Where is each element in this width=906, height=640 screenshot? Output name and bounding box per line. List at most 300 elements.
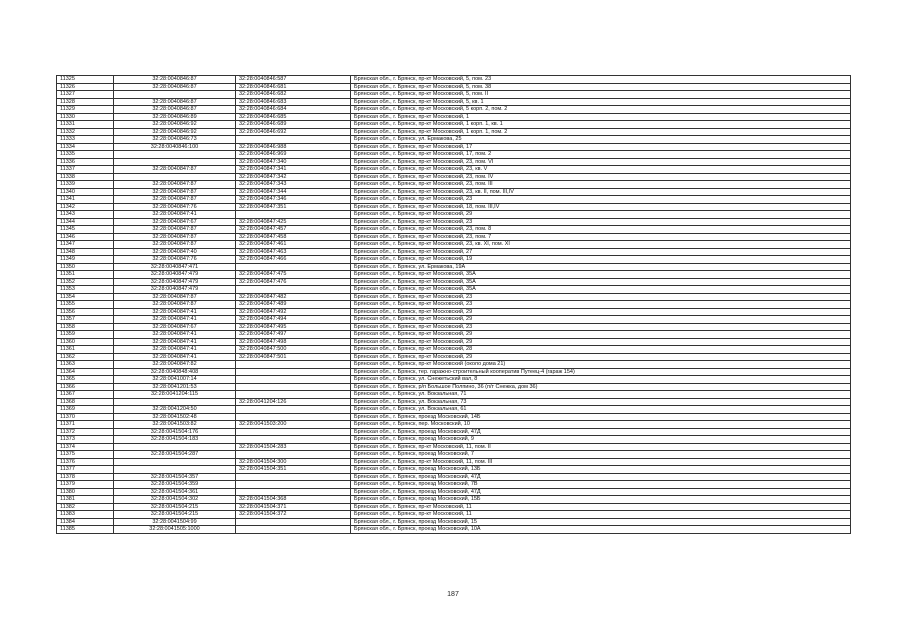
row-number-cell: 11358 xyxy=(57,323,114,331)
table-row xyxy=(57,293,851,301)
page-number: 187 xyxy=(447,591,459,598)
object-number-cell: 32:28:0040847:482 xyxy=(236,293,351,301)
table-row xyxy=(57,488,851,496)
object-number-cell: 32:28:0040847:342 xyxy=(236,173,351,181)
address-cell: Брянская обл., г. Брянск, пр-кт Московский, 23 xyxy=(351,218,851,226)
parcel-number-cell xyxy=(114,466,236,474)
parcel-number-cell: 32:28:0040847:87 xyxy=(114,188,236,196)
row-number-cell: 11383 xyxy=(57,511,114,519)
table-row xyxy=(57,91,851,99)
table-row xyxy=(57,248,851,256)
parcel-number-cell xyxy=(114,91,236,99)
object-number-cell: 32:28:0041504:351 xyxy=(236,466,351,474)
table-row xyxy=(57,496,851,504)
object-number-cell: 32:28:0040846:682 xyxy=(236,91,351,99)
register-table xyxy=(56,75,851,534)
table-row xyxy=(57,518,851,526)
address-cell: Брянская обл., г. Брянск, пр-кт Московский (около дома 21) xyxy=(351,361,851,369)
table-row xyxy=(57,368,851,376)
table-row xyxy=(57,256,851,264)
parcel-number-cell: 32:28:0041504:302 xyxy=(114,496,236,504)
table-row xyxy=(57,113,851,121)
parcel-number-cell xyxy=(114,443,236,451)
parcel-number-cell: 32:28:0040847:87 xyxy=(114,196,236,204)
address-cell: Брянская обл., г. Брянск, ул. Вокзальная, 71 xyxy=(351,391,851,399)
object-number-cell xyxy=(236,488,351,496)
table-row xyxy=(57,173,851,181)
table-row xyxy=(57,196,851,204)
table-row xyxy=(57,458,851,466)
row-number-cell: 11345 xyxy=(57,226,114,234)
row-number-cell: 11363 xyxy=(57,361,114,369)
object-number-cell xyxy=(236,263,351,271)
parcel-number-cell: 32:28:0040847:40 xyxy=(114,248,236,256)
address-cell: Брянская обл., г. Брянск, проезд Московский, 14Б xyxy=(351,413,851,421)
address-cell: Брянская обл., г. Брянск, пр-кт Московский, 29 xyxy=(351,316,851,324)
parcel-number-cell: 32:28:0040847:82 xyxy=(114,361,236,369)
parcel-number-cell xyxy=(114,458,236,466)
address-cell: Брянская обл., г. Брянск, пр-кт Московский, 5, пом. II xyxy=(351,91,851,99)
parcel-number-cell: 32:28:0040847:87 xyxy=(114,181,236,189)
table-row xyxy=(57,143,851,151)
address-cell: Брянская обл., г. Брянск, пр-кт Московский, 17 xyxy=(351,143,851,151)
row-number-cell: 11362 xyxy=(57,353,114,361)
row-number-cell: 11368 xyxy=(57,398,114,406)
address-cell: Брянская обл., г. Брянск, проезд Московский, 9 xyxy=(351,436,851,444)
object-number-cell: 32:28:0040847:457 xyxy=(236,226,351,234)
address-cell: Брянская обл., г. Брянск, пр-кт Московский, 5, пом. 38 xyxy=(351,83,851,91)
object-number-cell: 32:28:0041503:200 xyxy=(236,421,351,429)
address-cell: Брянская обл., г. Брянск, ул. Ермакова, 25 xyxy=(351,136,851,144)
parcel-number-cell: 32:28:0041504:215 xyxy=(114,503,236,511)
row-number-cell: 11333 xyxy=(57,136,114,144)
object-number-cell xyxy=(236,383,351,391)
row-number-cell: 11382 xyxy=(57,503,114,511)
address-cell: Брянская обл., г. Брянск, проезд Московский, 15 xyxy=(351,518,851,526)
table-row xyxy=(57,218,851,226)
address-cell: Брянская обл., г. Брянск, тер. гаражно-строительный кооператив Путеец-4 (гараж 154) xyxy=(351,368,851,376)
address-cell: Брянская обл., г. Брянск, пр-кт Московский, 11 xyxy=(351,511,851,519)
row-number-cell: 11352 xyxy=(57,278,114,286)
parcel-number-cell: 32:28:0041007:14 xyxy=(114,376,236,384)
table-row xyxy=(57,466,851,474)
object-number-cell: 32:28:0040847:492 xyxy=(236,308,351,316)
parcel-number-cell: 32:28:0040847:41 xyxy=(114,346,236,354)
object-number-cell xyxy=(236,518,351,526)
address-cell: Брянская обл., г. Брянск, пр-кт Московский, 11 xyxy=(351,503,851,511)
object-number-cell: 32:28:0040847:500 xyxy=(236,346,351,354)
address-cell: Брянская обл., г. Брянск, пр-кт Московский, 23, пом. 7 xyxy=(351,233,851,241)
parcel-number-cell: 32:28:0040847:87 xyxy=(114,241,236,249)
parcel-number-cell xyxy=(114,398,236,406)
address-cell: Брянская обл., г. Брянск, ул. Снежетьский вал, 8 xyxy=(351,376,851,384)
parcel-number-cell: 32:28:0040846:87 xyxy=(114,98,236,106)
parcel-number-cell: 32:28:0040847:67 xyxy=(114,323,236,331)
object-number-cell: 32:28:0040847:458 xyxy=(236,233,351,241)
table-row xyxy=(57,323,851,331)
table-row xyxy=(57,301,851,309)
parcel-number-cell: 32:28:0040847:479 xyxy=(114,286,236,294)
row-number-cell: 11349 xyxy=(57,256,114,264)
address-cell: Брянская обл., г. Брянск, пр-кт Московский, 29 xyxy=(351,353,851,361)
row-number-cell: 11346 xyxy=(57,233,114,241)
parcel-number-cell: 32:28:0040847:67 xyxy=(114,218,236,226)
row-number-cell: 11361 xyxy=(57,346,114,354)
address-cell: Брянская обл., г. Брянск, пр-кт Московский, 23, пом. III xyxy=(351,181,851,189)
row-number-cell: 11376 xyxy=(57,458,114,466)
parcel-number-cell: 32:28:0041504:215 xyxy=(114,511,236,519)
object-number-cell: 32:28:0040847:351 xyxy=(236,203,351,211)
row-number-cell: 11356 xyxy=(57,308,114,316)
address-cell: Брянская обл., г. Брянск, пр-кт Московский, 23, кв. V xyxy=(351,166,851,174)
address-cell: Брянская обл., г. Брянск, проезд Московский, 7В xyxy=(351,481,851,489)
table-row xyxy=(57,203,851,211)
parcel-number-cell: 32:28:0041504:361 xyxy=(114,488,236,496)
table-row xyxy=(57,136,851,144)
row-number-cell: 11367 xyxy=(57,391,114,399)
table-row xyxy=(57,413,851,421)
parcel-number-cell: 32:28:0041504:357 xyxy=(114,473,236,481)
row-number-cell: 11331 xyxy=(57,121,114,129)
parcel-number-cell: 32:28:0040847:479 xyxy=(114,271,236,279)
parcel-number-cell: 32:28:0041201:53 xyxy=(114,383,236,391)
row-number-cell: 11347 xyxy=(57,241,114,249)
row-number-cell: 11353 xyxy=(57,286,114,294)
row-number-cell: 11359 xyxy=(57,331,114,339)
parcel-number-cell: 32:28:0041505:1000 xyxy=(114,526,236,534)
address-cell: Брянская обл., г. Брянск, пр-кт Московский, 5, кв. 1 xyxy=(351,98,851,106)
table-row xyxy=(57,151,851,159)
address-cell: Брянская обл., г. Брянск, пр-кт Московский, 23 xyxy=(351,323,851,331)
row-number-cell: 11369 xyxy=(57,406,114,414)
address-cell: Брянская обл., г. Брянск, пр-кт Московский, 29 xyxy=(351,331,851,339)
object-number-cell: 32:28:0040847:461 xyxy=(236,241,351,249)
object-number-cell: 32:28:0040847:466 xyxy=(236,256,351,264)
row-number-cell: 11355 xyxy=(57,301,114,309)
object-number-cell xyxy=(236,473,351,481)
parcel-number-cell: 32:28:0040846:87 xyxy=(114,106,236,114)
parcel-number-cell: 32:28:0040846:73 xyxy=(114,136,236,144)
row-number-cell: 11379 xyxy=(57,481,114,489)
object-number-cell: 32:28:0040847:495 xyxy=(236,323,351,331)
table-row xyxy=(57,158,851,166)
row-number-cell: 11326 xyxy=(57,83,114,91)
row-number-cell: 11343 xyxy=(57,211,114,219)
table-row xyxy=(57,278,851,286)
address-cell: Брянская обл., г. Брянск, пр-кт Московский, 23, пом. IV xyxy=(351,173,851,181)
address-cell: Брянская обл., г. Брянск, пр-кт Московский, 23, кв. II, пом. III,IV xyxy=(351,188,851,196)
object-number-cell xyxy=(236,436,351,444)
row-number-cell: 11348 xyxy=(57,248,114,256)
address-cell: Брянская обл., г. Брянск, пр-кт Московский, 29 xyxy=(351,308,851,316)
object-number-cell xyxy=(236,406,351,414)
parcel-number-cell: 32:28:0040847:87 xyxy=(114,166,236,174)
row-number-cell: 11354 xyxy=(57,293,114,301)
parcel-number-cell: 32:28:0040847:471 xyxy=(114,263,236,271)
row-number-cell: 11328 xyxy=(57,98,114,106)
row-number-cell: 11335 xyxy=(57,151,114,159)
row-number-cell: 11332 xyxy=(57,128,114,136)
row-number-cell: 11384 xyxy=(57,518,114,526)
row-number-cell: 11327 xyxy=(57,91,114,99)
row-number-cell: 11371 xyxy=(57,421,114,429)
table-row xyxy=(57,271,851,279)
address-cell: Брянская обл., г. Брянск, пр-кт Московский, 23, кв. XI, пом. XI xyxy=(351,241,851,249)
object-number-cell: 32:28:0041204:126 xyxy=(236,398,351,406)
address-cell: Брянская обл., г. Брянск, пр-кт Московский, 18, пом. III,IV xyxy=(351,203,851,211)
parcel-number-cell: 32:28:0041504:287 xyxy=(114,451,236,459)
object-number-cell: 32:28:0040847:340 xyxy=(236,158,351,166)
object-number-cell: 32:28:0041504:371 xyxy=(236,503,351,511)
object-number-cell xyxy=(236,428,351,436)
object-number-cell: 32:28:0040847:346 xyxy=(236,196,351,204)
table-row xyxy=(57,511,851,519)
object-number-cell xyxy=(236,481,351,489)
parcel-number-cell: 32:28:0040847:41 xyxy=(114,338,236,346)
parcel-number-cell: 32:28:0040846:87 xyxy=(114,83,236,91)
address-cell: Брянская обл., г. Брянск, ул. Вокзальная, 61 xyxy=(351,406,851,414)
address-cell: Брянская обл., г. Брянск, пр-кт Московский, 11, пом. III xyxy=(351,458,851,466)
parcel-number-cell: 32:28:0041502:48 xyxy=(114,413,236,421)
table-row xyxy=(57,361,851,369)
object-number-cell: 32:28:0040846:681 xyxy=(236,83,351,91)
table-row xyxy=(57,398,851,406)
address-cell: Брянская обл., г. Брянск, проезд Московский, 47Д xyxy=(351,428,851,436)
parcel-number-cell xyxy=(114,173,236,181)
parcel-number-cell: 32:28:0040847:76 xyxy=(114,256,236,264)
address-cell: Брянская обл., г. Брянск, проезд Московский, 15Б xyxy=(351,496,851,504)
object-number-cell: 32:28:0040847:476 xyxy=(236,278,351,286)
table-row xyxy=(57,76,851,84)
address-cell: Брянская обл., г. Брянск, пр-кт Московский, 17, пом. 2 xyxy=(351,151,851,159)
address-cell: Брянская обл., г. Брянск, пр-кт Московский, 19 xyxy=(351,256,851,264)
address-cell: Брянская обл., г. Брянск, проезд Московский, 10А xyxy=(351,526,851,534)
object-number-cell: 32:28:0041504:372 xyxy=(236,511,351,519)
row-number-cell: 11334 xyxy=(57,143,114,151)
table-row xyxy=(57,316,851,324)
row-number-cell: 11360 xyxy=(57,338,114,346)
table-row xyxy=(57,181,851,189)
address-cell: Брянская обл., г. Брянск, проезд Московский, 47Д xyxy=(351,473,851,481)
parcel-number-cell: 32:28:0040847:41 xyxy=(114,331,236,339)
row-number-cell: 11337 xyxy=(57,166,114,174)
address-cell: Брянская обл., г. Брянск, пр-кт Московский, 1 корп. 1, кв. 1 xyxy=(351,121,851,129)
parcel-number-cell xyxy=(114,151,236,159)
table-row xyxy=(57,383,851,391)
table-row xyxy=(57,106,851,114)
row-number-cell: 11340 xyxy=(57,188,114,196)
table-row xyxy=(57,308,851,316)
parcel-number-cell: 32:28:0041204:115 xyxy=(114,391,236,399)
address-cell: Брянская обл., г. Брянск, пр-кт Московский, 23 xyxy=(351,196,851,204)
row-number-cell: 11350 xyxy=(57,263,114,271)
row-number-cell: 11338 xyxy=(57,173,114,181)
table-row xyxy=(57,211,851,219)
table-row xyxy=(57,421,851,429)
address-cell: Брянская обл., г. Брянск, пр-кт Московский, 28 xyxy=(351,346,851,354)
table-row xyxy=(57,481,851,489)
object-number-cell: 32:28:0040847:344 xyxy=(236,188,351,196)
parcel-number-cell: 32:28:0040847:76 xyxy=(114,203,236,211)
row-number-cell: 11375 xyxy=(57,451,114,459)
table-row xyxy=(57,241,851,249)
object-number-cell: 32:28:0040846:685 xyxy=(236,113,351,121)
address-cell: Брянская обл., г. Брянск, проезд Московский, 13Б xyxy=(351,466,851,474)
object-number-cell xyxy=(236,391,351,399)
table-row xyxy=(57,346,851,354)
address-cell: Брянская обл., г. Брянск, пр-кт Московский, 1 корп. 1, пом. 2 xyxy=(351,128,851,136)
row-number-cell: 11370 xyxy=(57,413,114,421)
object-number-cell: 32:28:0041504:300 xyxy=(236,458,351,466)
table-row xyxy=(57,391,851,399)
row-number-cell: 11336 xyxy=(57,158,114,166)
object-number-cell: 32:28:0041504:368 xyxy=(236,496,351,504)
parcel-number-cell: 32:28:0041504:183 xyxy=(114,436,236,444)
parcel-number-cell: 32:28:0040847:87 xyxy=(114,301,236,309)
parcel-number-cell: 32:28:0040848:408 xyxy=(114,368,236,376)
table-row xyxy=(57,338,851,346)
table-row xyxy=(57,286,851,294)
object-number-cell: 32:28:0040847:343 xyxy=(236,181,351,189)
row-number-cell: 11364 xyxy=(57,368,114,376)
object-number-cell: 32:28:0040847:498 xyxy=(236,338,351,346)
row-number-cell: 11325 xyxy=(57,76,114,84)
object-number-cell: 32:28:0040847:494 xyxy=(236,316,351,324)
address-cell: Брянская обл., г. Брянск, пр-кт Московский, 11, пом. II xyxy=(351,443,851,451)
parcel-number-cell: 32:28:0040847:87 xyxy=(114,293,236,301)
table-row xyxy=(57,526,851,534)
object-number-cell: 32:28:0041504:283 xyxy=(236,443,351,451)
object-number-cell: 32:28:0040846:692 xyxy=(236,128,351,136)
table-row xyxy=(57,98,851,106)
address-cell: Брянская обл., г. Брянск, пр-кт Московский, 5, пом. 23 xyxy=(351,76,851,84)
parcel-number-cell: 32:28:0040847:41 xyxy=(114,316,236,324)
parcel-number-cell: 32:28:0040847:41 xyxy=(114,353,236,361)
address-cell: Брянская обл., г. Брянск, пр-кт Московский, 27 xyxy=(351,248,851,256)
table-row xyxy=(57,436,851,444)
object-number-cell xyxy=(236,286,351,294)
row-number-cell: 11374 xyxy=(57,443,114,451)
table-row xyxy=(57,503,851,511)
address-cell: Брянская обл., г. Брянск, ул. Ермакова, 19А xyxy=(351,263,851,271)
parcel-number-cell: 32:28:0040846:92 xyxy=(114,128,236,136)
row-number-cell: 11365 xyxy=(57,376,114,384)
object-number-cell: 32:28:0040846:684 xyxy=(236,106,351,114)
address-cell: Брянская обл., г. Брянск, проезд Московский, 7 xyxy=(351,451,851,459)
row-number-cell: 11342 xyxy=(57,203,114,211)
parcel-number-cell: 32:28:0040846:87 xyxy=(114,76,236,84)
table-row xyxy=(57,451,851,459)
row-number-cell: 11373 xyxy=(57,436,114,444)
table-row xyxy=(57,473,851,481)
table-row xyxy=(57,128,851,136)
object-number-cell xyxy=(236,361,351,369)
parcel-number-cell: 32:28:0041503:82 xyxy=(114,421,236,429)
address-cell: Брянская обл., г. Брянск, проезд Московский, 47Д xyxy=(351,488,851,496)
object-number-cell xyxy=(236,211,351,219)
row-number-cell: 11372 xyxy=(57,428,114,436)
object-number-cell: 32:28:0040846:587 xyxy=(236,76,351,84)
row-number-cell: 11357 xyxy=(57,316,114,324)
address-cell: Брянская обл., г. Брянск, р/п Большое Полпино, 36 (п/т Снежка, дом 36) xyxy=(351,383,851,391)
parcel-number-cell: 32:28:0040847:41 xyxy=(114,308,236,316)
address-cell: Брянская обл., г. Брянск, пр-кт Московский, 23 xyxy=(351,293,851,301)
object-number-cell xyxy=(236,451,351,459)
table-row xyxy=(57,331,851,339)
address-cell: Брянская обл., г. Брянск, пр-кт Московский, 35А xyxy=(351,271,851,279)
object-number-cell: 32:28:0040847:501 xyxy=(236,353,351,361)
address-cell: Брянская обл., г. Брянск, пр-кт Московский, 23, пом. 8 xyxy=(351,226,851,234)
object-number-cell xyxy=(236,136,351,144)
address-cell: Брянская обл., г. Брянск, пр-кт Московский, 1 xyxy=(351,113,851,121)
parcel-number-cell xyxy=(114,158,236,166)
register-table-body xyxy=(57,76,851,534)
address-cell: Брянская обл., г. Брянск, пр-кт Московский, 23, пом. VI xyxy=(351,158,851,166)
object-number-cell: 32:28:0040846:988 xyxy=(236,143,351,151)
object-number-cell: 32:28:0040847:341 xyxy=(236,166,351,174)
row-number-cell: 11329 xyxy=(57,106,114,114)
table-row xyxy=(57,353,851,361)
object-number-cell: 32:28:0040846:689 xyxy=(236,121,351,129)
table-row xyxy=(57,406,851,414)
row-number-cell: 11380 xyxy=(57,488,114,496)
object-number-cell: 32:28:0040847:497 xyxy=(236,331,351,339)
row-number-cell: 11385 xyxy=(57,526,114,534)
object-number-cell xyxy=(236,368,351,376)
table-row xyxy=(57,376,851,384)
address-cell: Брянская обл., г. Брянск, пр-кт Московский, 35А xyxy=(351,278,851,286)
object-number-cell: 32:28:0040847:489 xyxy=(236,301,351,309)
table-row xyxy=(57,233,851,241)
table-row xyxy=(57,166,851,174)
object-number-cell: 32:28:0040846:969 xyxy=(236,151,351,159)
parcel-number-cell: 32:28:0040846:92 xyxy=(114,121,236,129)
table-row xyxy=(57,121,851,129)
parcel-number-cell: 32:28:0041504:359 xyxy=(114,481,236,489)
address-cell: Брянская обл., г. Брянск, пр-кт Московский, 29 xyxy=(351,211,851,219)
parcel-number-cell: 32:28:0041204:50 xyxy=(114,406,236,414)
row-number-cell: 11330 xyxy=(57,113,114,121)
address-cell: Брянская обл., г. Брянск, пр-кт Московский, 35А xyxy=(351,286,851,294)
row-number-cell: 11344 xyxy=(57,218,114,226)
address-cell: Брянская обл., г. Брянск, пр-кт Московский, 29 xyxy=(351,338,851,346)
parcel-number-cell: 32:28:0040847:479 xyxy=(114,278,236,286)
address-cell: Брянская обл., г. Брянск, ул. Вокзальная, 73 xyxy=(351,398,851,406)
row-number-cell: 11377 xyxy=(57,466,114,474)
row-number-cell: 11351 xyxy=(57,271,114,279)
parcel-number-cell: 32:28:0041504:176 xyxy=(114,428,236,436)
row-number-cell: 11381 xyxy=(57,496,114,504)
table-row xyxy=(57,226,851,234)
object-number-cell xyxy=(236,376,351,384)
row-number-cell: 11366 xyxy=(57,383,114,391)
table-row xyxy=(57,263,851,271)
row-number-cell: 11378 xyxy=(57,473,114,481)
row-number-cell: 11339 xyxy=(57,181,114,189)
table-row xyxy=(57,83,851,91)
parcel-number-cell: 32:28:0040846:89 xyxy=(114,113,236,121)
parcel-number-cell: 32:28:0041504:99 xyxy=(114,518,236,526)
parcel-number-cell: 32:28:0040847:87 xyxy=(114,233,236,241)
parcel-number-cell: 32:28:0040847:41 xyxy=(114,211,236,219)
table-row xyxy=(57,443,851,451)
object-number-cell: 32:28:0040846:683 xyxy=(236,98,351,106)
address-cell: Брянская обл., г. Брянск, пр-кт Московский, 23 xyxy=(351,301,851,309)
object-number-cell: 32:28:0040847:463 xyxy=(236,248,351,256)
address-cell: Брянская обл., г. Брянск, пр-кт Московский, 5 корп. 2, пом. 2 xyxy=(351,106,851,114)
address-cell: Брянская обл., г. Брянск, пер. Московский, 10 xyxy=(351,421,851,429)
parcel-number-cell: 32:28:0040846:100 xyxy=(114,143,236,151)
